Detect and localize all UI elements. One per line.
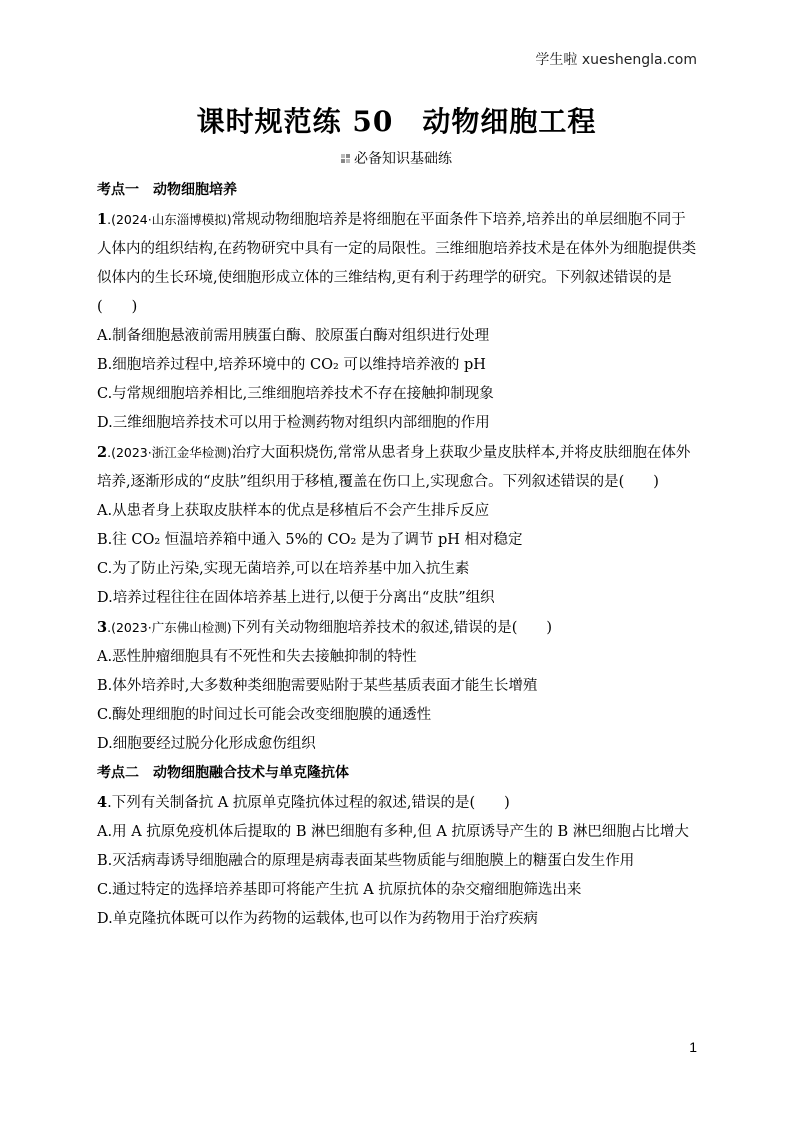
- option-d: D.三维细胞培养技术可以用于检测药物对组织内部细胞的作用: [97, 415, 490, 431]
- option-b: B.细胞培养过程中,培养环境中的 CO₂ 可以维持培养液的 pH: [97, 357, 486, 373]
- option-c: C.酶处理细胞的时间过长可能会改变细胞膜的通透性: [97, 707, 432, 723]
- question-stem: 下列有关制备抗 A 抗原单克隆抗体过程的叙述,错误的是( ): [111, 795, 510, 811]
- subtitle: [0, 148, 793, 168]
- content: [97, 176, 697, 934]
- option-b: B.往 CO₂ 恒温培养箱中通入 5%的 CO₂ 是为了调节 pH 相对稳定: [97, 532, 523, 548]
- option-d: D.细胞要经过脱分化形成愈伤组织: [97, 736, 316, 752]
- question-number: 1: [97, 211, 108, 228]
- option-c: C.通过特定的选择培养基即可将能产生抗 A 抗原抗体的杂交瘤细胞筛选出来: [97, 882, 582, 898]
- question-source: .: [107, 795, 112, 811]
- question-4: [97, 788, 697, 818]
- section-marker-icon: [341, 154, 351, 164]
- question-stem: 下列有关动物细胞培养技术的叙述,错误的是( ): [231, 620, 553, 636]
- site-watermark: 学生啦 xueshengla.com: [535, 52, 697, 68]
- question-2: [97, 438, 697, 497]
- option-b: B.灭活病毒诱导细胞融合的原理是病毒表面某些物质能与细胞膜上的糖蛋白发生作用: [97, 853, 635, 869]
- question-stem: 常规动物细胞培养是将细胞在平面条件下培养,培养出的单层细胞不同于人体内的组织结构,在药物研究中具有一定的局限性。三维细胞培养技术是在体外为细胞提供类似体内的生长环境,使细胞形成立体的三维结构,更有利于药理学的研究。下列叙述错误的是( ): [97, 212, 697, 315]
- option-c: C.为了防止污染,实现无菌培养,可以在培养基中加入抗生素: [97, 561, 470, 577]
- question-number: 4: [97, 794, 108, 811]
- option-a: A.用 A 抗原免疫机体后提取的 B 淋巴细胞有多种,但 A 抗原诱导产生的 B 淋巴细胞占比增大: [97, 824, 689, 840]
- option-c: C.与常规细胞培养相比,三维细胞培养技术不存在接触抑制现象: [97, 386, 494, 402]
- page-number: 1: [689, 1039, 697, 1055]
- question-number: 3: [97, 619, 108, 636]
- question-source: .(2024·山东淄博模拟): [107, 212, 232, 227]
- section-heading: 考点一 动物细胞培养: [97, 182, 237, 198]
- option-d: D.培养过程往往在固体培养基上进行,以便于分离出“皮肤”组织: [97, 590, 495, 606]
- section-heading: 考点二 动物细胞融合技术与单克隆抗体: [97, 765, 349, 781]
- option-b: B.体外培养时,大多数种类细胞需要贴附于某些基质表面才能生长增殖: [97, 678, 538, 694]
- option-a: A.制备细胞悬液前需用胰蛋白酶、胶原蛋白酶对组织进行处理: [97, 328, 490, 344]
- question-stem: 治疗大面积烧伤,常常从患者身上获取少量皮肤样本,并将皮肤细胞在体外培养,逐渐形成的“皮肤”组织用于移植,覆盖在伤口上,实现愈合。下列叙述错误的是( ): [97, 445, 691, 490]
- question-1: [97, 205, 697, 322]
- question-3: [97, 613, 697, 643]
- option-a: A.恶性肿瘤细胞具有不死性和失去接触抑制的特性: [97, 649, 417, 665]
- question-source: .(2023·浙江金华检测): [107, 445, 232, 460]
- question-number: 2: [97, 444, 108, 461]
- question-source: .(2023·广东佛山检测): [107, 620, 232, 635]
- option-a: A.从患者身上获取皮肤样本的优点是移植后不会产生排斥反应: [97, 503, 490, 519]
- page-title: 课时规范练 50 动物细胞工程: [196, 105, 597, 138]
- subtitle-text: 必备知识基础练: [354, 151, 452, 167]
- option-d: D.单克隆抗体既可以作为药物的运载体,也可以作为药物用于治疗疾病: [97, 911, 538, 927]
